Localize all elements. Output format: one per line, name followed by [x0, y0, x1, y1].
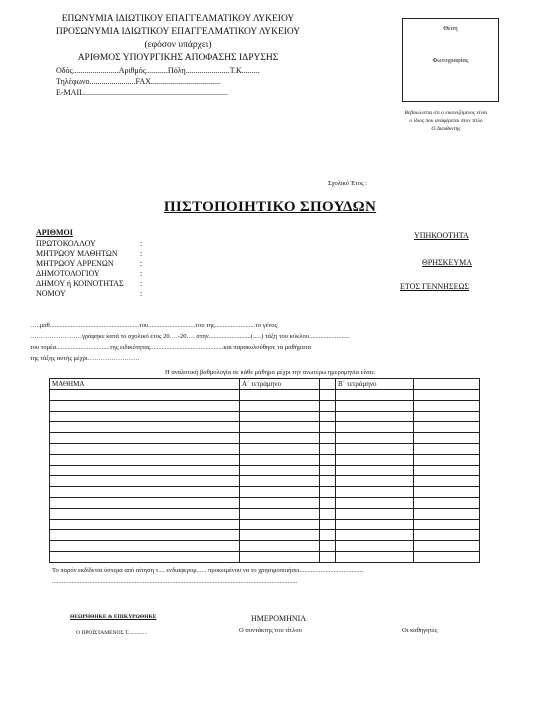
table-row	[50, 476, 480, 487]
date-label: ΗΜΕΡΟΜΗΝΙΑ	[251, 614, 307, 623]
table-row	[50, 433, 480, 444]
table-cell	[50, 551, 240, 562]
table-cell	[336, 422, 414, 433]
body-line-4: της τάξης αυτής μέχρι……………………	[30, 355, 140, 362]
table-row	[50, 422, 480, 433]
issue-text: Το παρόν εκδίδεται ύστερα από αίτηση τ.... ενδιαφερομ...... προκειμένου να το χρησιμοποιήσει.......................................	[52, 567, 363, 574]
table-cell	[50, 508, 240, 519]
table-cell	[336, 390, 414, 401]
table-cell	[240, 519, 320, 530]
founding-decision: ΑΡΙΘΜΟΣ ΥΠΟΥΡΓΙΚΗΣ ΑΠΟΦΑΣΗΣ ΙΔΡΥΣΗΣ	[77, 53, 279, 63]
body-line-2: ……………………γράφηκε κατά το σχολικό έτος 20….-20…. στην..........................(.....) τάξη του κύκλου.........................	[30, 333, 350, 340]
photo-box	[402, 18, 499, 102]
table-cell	[320, 551, 336, 562]
table-row	[50, 400, 480, 411]
approved-label: ΘΕΩΡΗΘΗΚΕ & ΕΠΙΚΥΡΩΘΗΚΕ	[70, 614, 157, 620]
table-cell	[320, 454, 336, 465]
religion-label: ΘΡΗΣΚΕΥΜΑ	[422, 258, 472, 267]
table-cell	[414, 508, 480, 519]
table-cell	[320, 530, 336, 541]
table-cell	[320, 541, 336, 552]
colon: :	[140, 269, 143, 278]
table-cell	[50, 390, 240, 401]
table-cell	[240, 541, 320, 552]
table-cell	[240, 443, 320, 454]
table-cell	[320, 519, 336, 530]
colon: :	[140, 289, 143, 298]
number-row-male-registry: ΜΗΤΡΩΟΥ ΑΡΡΕΝΩΝ	[36, 259, 114, 268]
table-cell	[240, 433, 320, 444]
table-cell	[240, 508, 320, 519]
table-cell	[414, 551, 480, 562]
table-cell	[336, 411, 414, 422]
table-cell	[414, 433, 480, 444]
table-cell	[240, 390, 320, 401]
table-cell	[240, 411, 320, 422]
table-cell	[414, 530, 480, 541]
table-cell	[50, 476, 240, 487]
table-cell	[336, 519, 414, 530]
table-cell	[240, 551, 320, 562]
table-cell	[414, 541, 480, 552]
colon: :	[140, 259, 143, 268]
teachers-label: Οι καθηγητές	[402, 627, 438, 634]
col-subject-header: ΜΑΘΗΜΑ	[50, 379, 240, 390]
table-cell	[50, 497, 240, 508]
table-row	[50, 443, 480, 454]
table-row	[50, 541, 480, 552]
table-cell	[50, 411, 240, 422]
body-line-3: του τομέα.................................της ειδικότητας.............................................και παρακολούθησε τα μαθήματα	[30, 344, 312, 351]
table-cell	[414, 465, 480, 476]
grades-table	[49, 378, 480, 563]
table-cell	[50, 530, 240, 541]
table-cell	[320, 390, 336, 401]
table-cell	[50, 454, 240, 465]
table-cell	[320, 411, 336, 422]
phone-line: Τηλέφωνο.......................FAX...................................	[56, 77, 221, 86]
school-name: ΕΠΩΝΥΜΙΑ ΙΔΙΩΤΙΚΟΥ ΕΠΑΓΓΕΛΜΑΤΙΚΟΥ ΛΥΚΕΙΟΥ	[61, 14, 295, 24]
address-line: Οδός.......................Αριθμός...........Πόλη......................Τ.Κ.........	[56, 66, 260, 75]
table-row	[50, 508, 480, 519]
email-line: E-MAIL........................................................................	[56, 88, 228, 97]
table-cell	[320, 433, 336, 444]
table-cell	[336, 530, 414, 541]
table-cell	[414, 454, 480, 465]
table-cell	[240, 487, 320, 498]
photo-note-2: ο ίδιος που αναφέρεται στον τίτλο	[409, 118, 483, 124]
table-cell	[336, 465, 414, 476]
number-row-protocol: ΠΡΩΤΟΚΟΛΛΟΥ	[36, 239, 96, 248]
table-cell	[414, 497, 480, 508]
table-row	[50, 454, 480, 465]
issue-dotted-line: .......................................................................................................................................................	[52, 578, 298, 585]
table-cell	[320, 508, 336, 519]
table-cell	[240, 422, 320, 433]
table-cell	[240, 530, 320, 541]
table-cell	[50, 465, 240, 476]
composer-label: Ο συντάκτης του τίτλου	[239, 627, 302, 634]
table-cell	[414, 411, 480, 422]
grades-caption: Η αναλυτική βαθμολογία σε κάθε μάθημα μέχρι την ανωτέρω ημερομηνία είναι:	[165, 369, 375, 376]
table-cell	[240, 454, 320, 465]
table-cell	[414, 390, 480, 401]
table-cell	[240, 476, 320, 487]
table-cell	[336, 400, 414, 411]
principal-label: Ο ΠΡΟΪΣΤΑΜΕΝΟΣ Τ..............	[76, 630, 148, 636]
if-exists-note: (εφόσον υπάρχει)	[144, 40, 212, 50]
table-row	[50, 497, 480, 508]
table-cell	[414, 476, 480, 487]
table-cell	[50, 541, 240, 552]
birth-year-label: ΕΤΟΣ ΓΕΝΝΗΣΕΩΣ	[400, 282, 470, 291]
table-cell	[414, 422, 480, 433]
table-cell	[50, 519, 240, 530]
table-cell	[336, 508, 414, 519]
table-cell	[336, 487, 414, 498]
table-cell	[320, 465, 336, 476]
table-cell	[50, 433, 240, 444]
table-cell	[336, 551, 414, 562]
table-cell	[320, 497, 336, 508]
table-cell	[320, 422, 336, 433]
table-row	[50, 411, 480, 422]
table-row	[50, 530, 480, 541]
school-year-label: Σχολικό Έτος :	[328, 180, 367, 187]
table-cell	[320, 476, 336, 487]
photo-label: Φωτογραφίας	[432, 57, 469, 64]
colon: :	[140, 249, 143, 258]
number-row-student-registry: ΜΗΤΡΩΟΥ ΜΑΘΗΤΩΝ	[36, 249, 118, 258]
table-cell	[336, 454, 414, 465]
citizenship-label: ΥΠΗΚΟΟΤΗΤΑ	[414, 231, 469, 240]
table-cell	[320, 443, 336, 454]
table-cell	[50, 443, 240, 454]
col-b-extra-header	[414, 379, 480, 390]
number-row-prefecture: ΝΟΜΟΥ	[36, 289, 66, 298]
table-row	[50, 519, 480, 530]
colon: :	[140, 239, 143, 248]
grades-header-row	[50, 379, 480, 390]
col-a-extra-header	[320, 379, 336, 390]
table-cell	[414, 519, 480, 530]
table-cell	[50, 422, 240, 433]
table-cell	[336, 433, 414, 444]
table-row	[50, 487, 480, 498]
table-cell	[240, 400, 320, 411]
table-row	[50, 551, 480, 562]
number-row-municipality: ΔΗΜΟΥ ή ΚΟΙΝΟΤΗΤΑΣ	[36, 279, 124, 288]
number-row-municipal-registry: ΔΗΜΟΤΟΛΟΓΙΟΥ	[36, 269, 100, 278]
table-cell	[320, 487, 336, 498]
table-cell	[414, 443, 480, 454]
numbers-heading: ΑΡΙΘΜΟΙ	[36, 228, 73, 237]
table-cell	[336, 443, 414, 454]
table-row	[50, 390, 480, 401]
table-cell	[414, 487, 480, 498]
table-cell	[414, 400, 480, 411]
school-alias: ΠΡΟΣΩΝΥΜΙΑ ΙΔΙΩΤΙΚΟΥ ΕΠΑΓΓΕΛΜΑΤΙΚΟΥ ΛΥΚΕΙΟΥ	[55, 27, 301, 37]
table-cell	[336, 476, 414, 487]
table-row	[50, 465, 480, 476]
table-cell	[336, 541, 414, 552]
col-b-header: Β΄ τετράμηνο	[336, 379, 414, 390]
table-cell	[50, 487, 240, 498]
body-line-1: …..μαθ.......................................................του.............................του της.........................το γένος	[30, 322, 278, 329]
table-cell	[320, 400, 336, 411]
table-cell	[50, 400, 240, 411]
photo-note-3: Ο Διευθυντής	[431, 126, 461, 132]
photo-note-1: Βεβαιώνεται ότι ο εικονιζόμενος είναι	[404, 110, 488, 116]
table-cell	[240, 465, 320, 476]
table-cell	[336, 497, 414, 508]
colon: :	[140, 279, 143, 288]
table-cell	[240, 497, 320, 508]
photo-title: Θέση	[443, 25, 458, 32]
document-title: ΠΙΣΤΟΠΟΙΗΤΙΚΟ ΣΠΟΥΔΩΝ	[163, 199, 377, 215]
col-a-header: Α΄ τετράμηνο	[240, 379, 320, 390]
